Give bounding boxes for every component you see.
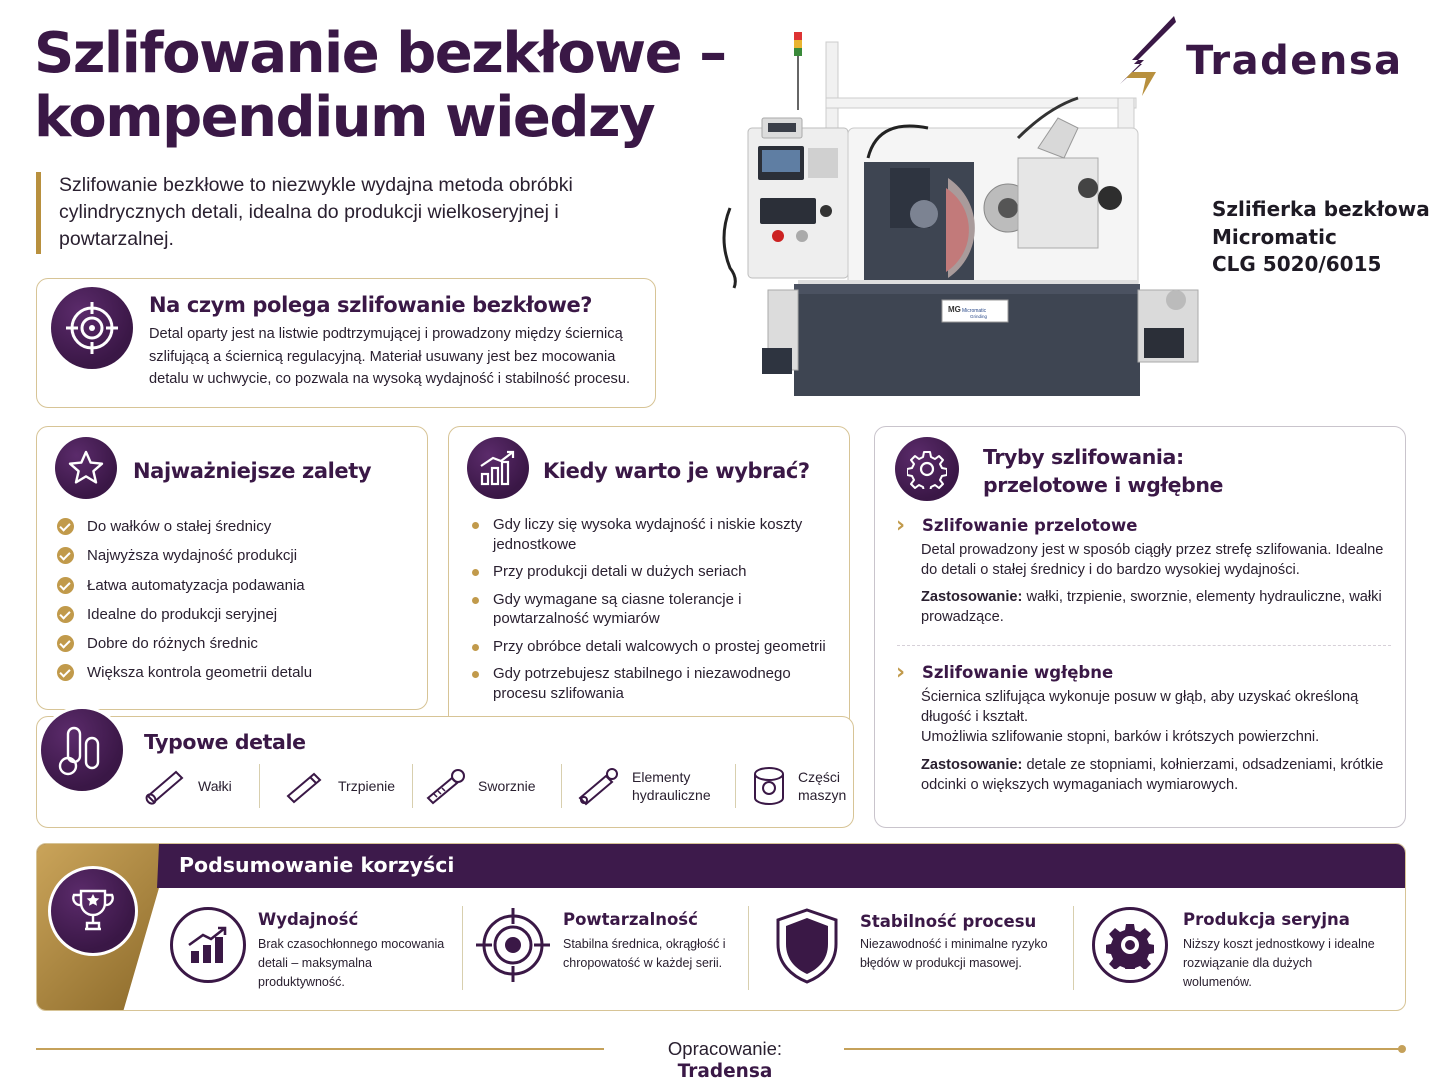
benefit-text: Niezawodność i minimalne ryzyko błędów w produkcji masowej.: [860, 937, 1048, 970]
mode-through: [896, 513, 1386, 627]
title-line-1: Szlifowanie bezkłowe –: [34, 21, 726, 86]
list-item: Większa kontrola geometrii detalu: [57, 663, 417, 692]
mode-plunge-text-1: Ściernica szlifująca wykonuje posuw w głąb, aby uzyskać określoną długość i kształt.: [921, 689, 1359, 725]
modes-title-line-1: Tryby szlifowania:: [983, 445, 1184, 469]
machine-caption-line-3: CLG 5020/6015: [1212, 252, 1382, 276]
page-title: [34, 22, 734, 150]
growth-chart-icon: [170, 907, 246, 983]
detail-item-hydraulic: Elementy hydrauliczne: [576, 764, 722, 808]
principle-card: [36, 278, 656, 408]
summary-separator: [748, 906, 749, 990]
footer-credit: Opracowanie: Tradensa: [667, 1038, 783, 1082]
bar-chart-icon: [467, 437, 529, 499]
details-separator: [561, 764, 562, 808]
machine-caption: [1212, 196, 1432, 279]
modes-title-line-2: przelotowe i wgłębne: [983, 473, 1224, 497]
details-separator: [412, 764, 413, 808]
checkmark-icon: [57, 664, 74, 681]
mode-plunge-text-2: Umożliwia szlifowanie stopni, barków i krótszych powierzchni.: [921, 729, 1320, 745]
principle-text: Detal oparty jest na listwie podtrzymującej i prowadzony między ściernicą szlifującą a ściernicą regulacyjną. Materiał usuwany jest bez mocowania detalu w uchwycie, co pozwala na wysoką wydajność i stabilność procesu.: [149, 326, 631, 387]
advantages-card: [36, 426, 428, 710]
detail-item-machine-parts: Części maszyn: [750, 764, 852, 808]
list-item: Gdy liczy się wysoka wydajność i niskie koszty jednostkowe: [469, 515, 831, 554]
list-item: Dobre do różnych średnic: [57, 634, 417, 663]
checkmark-icon: [57, 577, 74, 594]
svg-text:Micromatic: Micromatic: [962, 308, 987, 314]
checkmark-icon: [57, 547, 74, 564]
list-item: Przy produkcji detali w dużych seriach: [469, 562, 831, 582]
benefit-text: Brak czasochłonnego mocowania detali – maksymalna produktywność.: [258, 937, 445, 989]
advantages-list: [57, 517, 417, 693]
summary-title: Podsumowanie korzyści: [179, 853, 455, 877]
list-item: Gdy wymagane są ciasne tolerancje i powtarzalność wymiarów: [469, 590, 831, 629]
list-item: Przy obróbce detali walcowych o prostej geometrii: [469, 637, 831, 657]
machine-illustration: [718, 28, 1208, 398]
mode-through-title: Szlifowanie przelotowe: [922, 516, 1138, 535]
when-list: [469, 515, 831, 711]
checkmark-icon: [57, 635, 74, 652]
checkmark-icon: [57, 518, 74, 535]
summary-separator: [1073, 906, 1074, 990]
footer-dot: [1398, 1045, 1406, 1053]
benefit-title: Powtarzalność: [563, 910, 698, 929]
mode-through-use: Zastosowanie: wałki, trzpienie, sworznie, elementy hydrauliczne, wałki prowadzące.: [921, 589, 1382, 625]
when-card: [448, 426, 850, 738]
list-item: Najwyższa wydajność produkcji: [57, 546, 417, 575]
hydraulic-icon: [576, 766, 622, 806]
modes-divider: [897, 645, 1391, 646]
detail-item-pins: Trzpienie: [282, 764, 395, 808]
machine-caption-line-2: Micromatic: [1212, 224, 1337, 249]
details-title: Typowe detale: [144, 730, 306, 754]
checkmark-icon: [57, 606, 74, 623]
benefit-text: Stabilna średnica, okrągłość i chropowatość w każdej serii.: [563, 937, 726, 970]
chevron-right-icon: ›: [896, 513, 906, 538]
bolt-icon: [422, 766, 468, 806]
details-separator: [735, 764, 736, 808]
modes-title: [983, 443, 1223, 499]
gear-icon: [1092, 907, 1168, 983]
list-item: Gdy potrzebujesz stabilnego i niezawodnego procesu szlifowania: [469, 664, 831, 703]
footer-line-right: [844, 1048, 1402, 1050]
mode-through-text: Detal prowadzony jest w sposób ciągły przez strefę szlifowania. Idealne do detali o stałej średnicy i do bardzo wysokiej wydajności.: [921, 542, 1384, 578]
trophy-icon: [48, 866, 138, 956]
intro-text: Szlifowanie bezkłowe to niezwykle wydajna metoda obróbki cylindrycznych detali, idealna do produkcji wielkoseryjnej i powtarzalnej.: [36, 172, 636, 254]
list-item: Łatwa automatyzacja podawania: [57, 576, 417, 605]
shaft-icon: [142, 766, 188, 806]
title-line-2: kompendium wiedzy: [34, 85, 655, 150]
advantages-title: Najważniejsze zalety: [133, 459, 372, 483]
details-separator: [259, 764, 260, 808]
list-item: Idealne do produkcji seryjnej: [57, 605, 417, 634]
list-item: Do wałków o stałej średnicy: [57, 517, 417, 546]
mode-plunge-title: Szlifowanie wgłębne: [922, 663, 1114, 682]
benefit-title: Produkcja seryjna: [1183, 910, 1350, 929]
benefit-title: Wydajność: [258, 910, 359, 929]
benefit-title: Stabilność procesu: [860, 912, 1037, 931]
machine-caption-line-1: Szlifierka bezkłowa: [1212, 197, 1430, 221]
grinding-machine-image: [718, 28, 1208, 398]
target-icon: [474, 906, 552, 984]
detail-item-bolts: Sworznie: [422, 764, 536, 808]
pin-icon: [282, 766, 328, 806]
principle-title: Na czym polega szlifowanie bezkłowe?: [149, 293, 593, 317]
shield-icon: [772, 906, 842, 986]
benefit-text: Niższy koszt jednostkowy i idealne rozwiązanie dla dużych wolumenów.: [1183, 937, 1375, 989]
cylinders-icon: [38, 706, 126, 794]
mode-plunge-use: Zastosowanie: detale ze stopniami, kołnierzami, odsadzeniami, krótkie odcinki o większych wymaganiach wymiarowych.: [921, 757, 1384, 793]
chevron-right-icon: ›: [896, 660, 906, 685]
brand-name: Tradensa: [1186, 38, 1403, 84]
mode-plunge: [896, 660, 1386, 795]
gear-icon: [895, 437, 959, 501]
detail-item-shafts: Wałki: [142, 764, 232, 808]
svg-text:Grinding: Grinding: [970, 314, 988, 319]
crosshair-icon: [51, 287, 133, 369]
star-icon: [55, 437, 117, 499]
svg-text:MG: MG: [948, 305, 961, 314]
footer-line-left: [36, 1048, 604, 1050]
machine-part-icon: [750, 764, 788, 808]
when-title: Kiedy warto je wybrać?: [543, 459, 810, 483]
summary-separator: [462, 906, 463, 990]
